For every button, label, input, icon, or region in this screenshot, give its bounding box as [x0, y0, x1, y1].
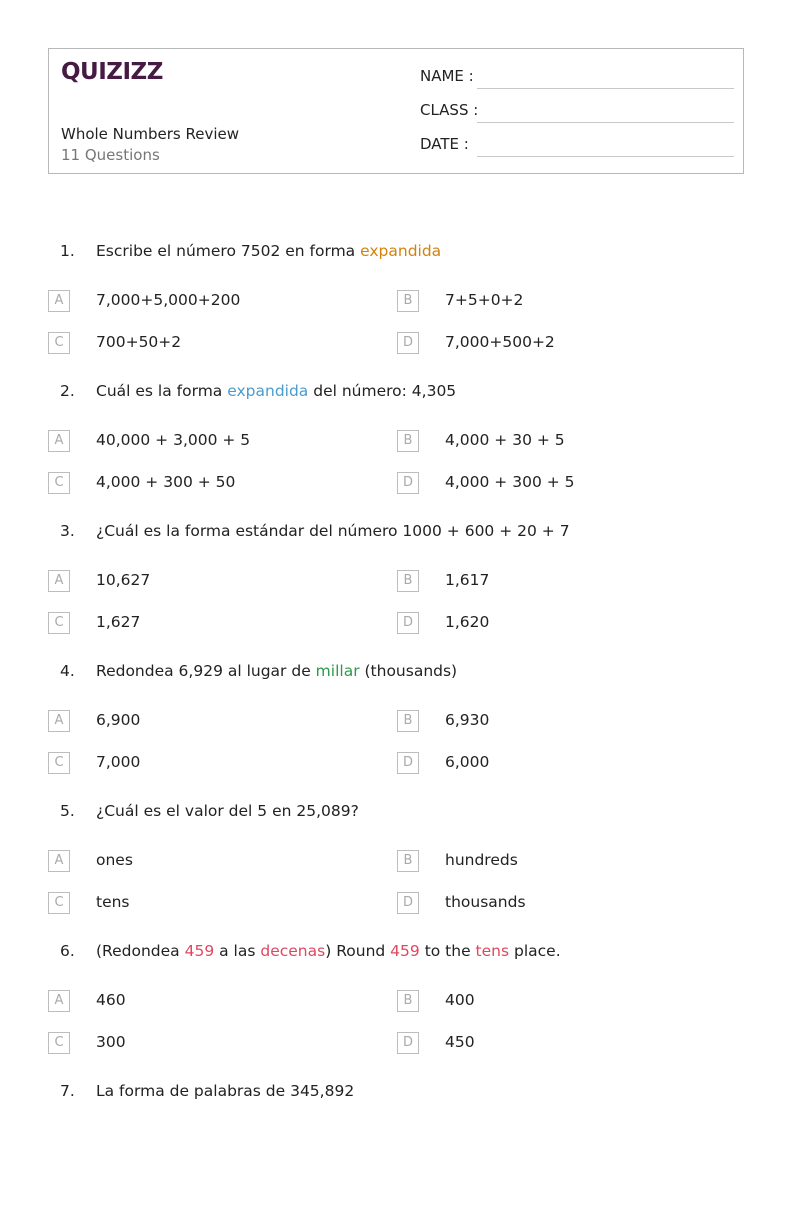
- option-text: 7+5+0+2: [445, 291, 524, 309]
- name-line[interactable]: [477, 88, 734, 89]
- question-number: 4.: [60, 662, 75, 680]
- option-letter-box[interactable]: C: [48, 1032, 70, 1054]
- question-number: 5.: [60, 802, 75, 820]
- question-text: [96, 242, 441, 260]
- question: [0, 942, 794, 1082]
- option-text: 4,000 + 30 + 5: [445, 431, 565, 449]
- question: [0, 1082, 794, 1222]
- question-text-part: Redondea 6,929 al lugar de: [96, 662, 316, 680]
- option-letter-box[interactable]: A: [48, 430, 70, 452]
- option-text: 4,000 + 300 + 5: [445, 473, 575, 491]
- question-number: 2.: [60, 382, 75, 400]
- option-letter-box[interactable]: B: [397, 570, 419, 592]
- option-letter-box[interactable]: D: [397, 892, 419, 914]
- question-number: 3.: [60, 522, 75, 540]
- option-text: 300: [96, 1033, 126, 1051]
- option-letter-box[interactable]: B: [397, 850, 419, 872]
- question: [0, 242, 794, 382]
- question: [0, 802, 794, 942]
- question-text-part: La forma de palabras de 345,892: [96, 1082, 355, 1100]
- option-text: 700+50+2: [96, 333, 182, 351]
- option-letter-box[interactable]: B: [397, 430, 419, 452]
- highlighted-term: decenas: [260, 942, 326, 960]
- option-letter-box[interactable]: A: [48, 990, 70, 1012]
- question-text: [96, 802, 359, 820]
- date-label: DATE :: [420, 135, 469, 153]
- question: [0, 382, 794, 522]
- option-letter-box[interactable]: C: [48, 892, 70, 914]
- option-text: 6,900: [96, 711, 141, 729]
- option-text: 40,000 + 3,000 + 5: [96, 431, 251, 449]
- option-text: 1,620: [445, 613, 490, 631]
- question-text: [96, 1082, 354, 1100]
- question-text-part: a las: [214, 942, 261, 960]
- option-letter-box[interactable]: D: [397, 472, 419, 494]
- option-letter-box[interactable]: D: [397, 1032, 419, 1054]
- class-field[interactable]: [420, 101, 734, 125]
- highlighted-term: millar: [315, 662, 360, 680]
- option-letter-box[interactable]: C: [48, 612, 70, 634]
- question-text-part: (Redondea: [96, 942, 185, 960]
- question-text-part: to the: [419, 942, 476, 960]
- option-text: 6,000: [445, 753, 490, 771]
- question-text-part: ¿Cuál es la forma estándar del número 1000 + 600 + 20 + 7: [96, 522, 570, 540]
- highlighted-term: 459: [184, 942, 215, 960]
- question-text-part: place.: [509, 942, 561, 960]
- option-letter-box[interactable]: C: [48, 332, 70, 354]
- option-text: 7,000: [96, 753, 141, 771]
- question-text: [96, 942, 561, 960]
- highlighted-term: expandida: [227, 382, 309, 400]
- name-field[interactable]: [420, 67, 734, 91]
- option-text: 7,000+500+2: [445, 333, 555, 351]
- option-letter-box[interactable]: D: [397, 752, 419, 774]
- option-text: 4,000 + 300 + 50: [96, 473, 236, 491]
- option-text: 6,930: [445, 711, 490, 729]
- option-text: 1,627: [96, 613, 141, 631]
- question-number: 7.: [60, 1082, 75, 1100]
- question-text-part: ) Round: [325, 942, 391, 960]
- highlighted-term: tens: [475, 942, 510, 960]
- question-text: [96, 662, 457, 680]
- option-text: tens: [96, 893, 130, 911]
- question-text: [96, 382, 456, 400]
- question-text-part: del número: 4,305: [308, 382, 457, 400]
- option-text: 7,000+5,000+200: [96, 291, 241, 309]
- highlighted-term: expandida: [360, 242, 442, 260]
- question-count: 11 Questions: [61, 146, 160, 164]
- option-text: 10,627: [96, 571, 151, 589]
- highlighted-term: 459: [390, 942, 420, 960]
- date-line[interactable]: [477, 156, 734, 157]
- worksheet-header: [48, 48, 744, 174]
- quizizz-logo: QUIZIZZ: [61, 59, 163, 85]
- option-letter-box[interactable]: D: [397, 612, 419, 634]
- option-text: ones: [96, 851, 133, 869]
- option-text: 450: [445, 1033, 475, 1051]
- question-text-part: (thousands): [359, 662, 458, 680]
- option-text: 1,617: [445, 571, 490, 589]
- option-letter-box[interactable]: C: [48, 752, 70, 774]
- option-text: 460: [96, 991, 126, 1009]
- option-letter-box[interactable]: A: [48, 850, 70, 872]
- question-text: [96, 522, 570, 540]
- question-text-part: Escribe el número 7502 en forma: [96, 242, 361, 260]
- class-line[interactable]: [477, 122, 734, 123]
- option-letter-box[interactable]: A: [48, 570, 70, 592]
- option-letter-box[interactable]: A: [48, 710, 70, 732]
- option-letter-box[interactable]: B: [397, 990, 419, 1012]
- option-text: 400: [445, 991, 475, 1009]
- option-letter-box[interactable]: C: [48, 472, 70, 494]
- option-text: hundreds: [445, 851, 518, 869]
- question: [0, 662, 794, 802]
- name-label: NAME :: [420, 67, 474, 85]
- question-number: 6.: [60, 942, 75, 960]
- question-text-part: ¿Cuál es el valor del 5 en 25,089?: [96, 802, 359, 820]
- option-text: thousands: [445, 893, 526, 911]
- class-label: CLASS :: [420, 101, 479, 119]
- option-letter-box[interactable]: B: [397, 290, 419, 312]
- question-text-part: Cuál es la forma: [96, 382, 228, 400]
- date-field[interactable]: [420, 135, 734, 159]
- option-letter-box[interactable]: D: [397, 332, 419, 354]
- worksheet-title: Whole Numbers Review: [61, 125, 240, 143]
- option-letter-box[interactable]: B: [397, 710, 419, 732]
- option-letter-box[interactable]: A: [48, 290, 70, 312]
- question-number: 1.: [60, 242, 75, 260]
- question: [0, 522, 794, 662]
